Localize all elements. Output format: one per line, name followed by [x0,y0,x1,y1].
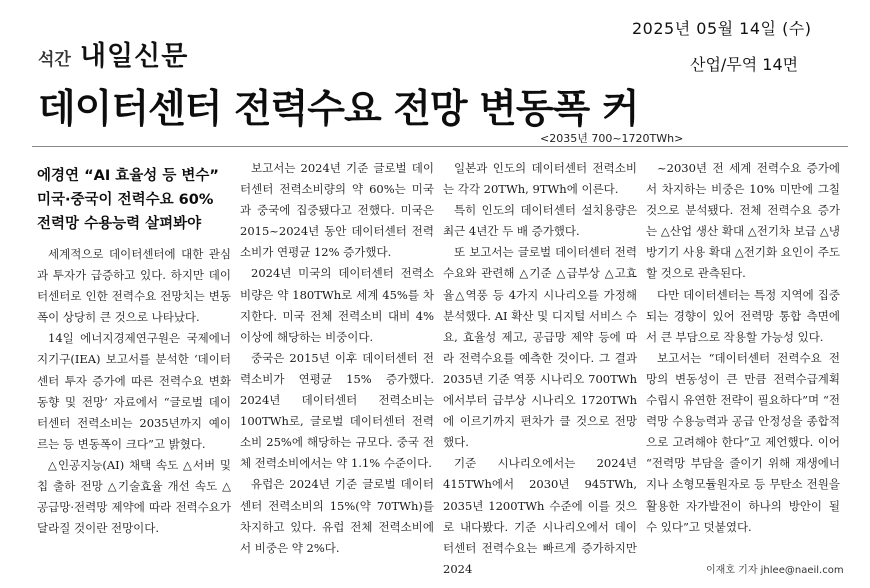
subheads [37,164,231,236]
byline: 이재호 기자 jhlee@naeil.com [706,565,844,576]
paragraph: 2024년 미국의 데이터센터 전력소비량은 약 180TWh로 세계 45%를 차지한다. 미국 전체 전력소비 대비 4% 이상에 해당하는 비중이다. [240,266,434,344]
headline: 데이터센터 전력수요 전망 변동폭 커 [38,87,639,132]
subheadline: <2035년 700~1720TWh> [540,132,684,145]
subhead-2: 미국·중국이 전력수요 60% [37,192,214,208]
paragraph: 14일 에너지경제연구원은 국제에너지기구(IEA) 보고서를 분석한 ‘데이터센터 투자 증가에 따른 전력수요 변화 동향 및 전망’ 자료에서 “글로벌 데이터센터 전력소비는 2035년까지 예이르는 등 변동폭이 크다”고 밝혔다. [37,331,231,451]
masthead [38,34,188,73]
subhead-1: 에경연 “AI 효율성 등 변수” [37,168,219,184]
masthead-edition: 석간 [38,50,71,70]
paragraph: 또 보고서는 글로벌 데이터센터 전력수요와 관련해 △기준 △급부상 △고효율△역풍 등 4가지 시나리오를 가정해 분석했다. AI 확산 및 디지털 서비스 수요, 효율성 제고, 공급망 제약 등에 따라 전력수요를 예측한 것이다. 그 결과 2035년 기준 역풍 시나리오 700TWh에서부터 급부상 시나리오 1720TWh에 이르기까지 편차가 클 것으로 전망했다. [443,245,637,450]
paragraph: 일본과 인도의 데이터센터 전력소비는 각각 20TWh, 9TWh에 이른다. [443,161,637,197]
paragraph: 중국은 2015년 이후 데이터센터 전력소비가 연평균 15% 증가했다. 2024년 데이터센터 전력소비는 100TWh로, 글로벌 데이터센터 전력소비 25%에 해당하는 규모다. 중국 전체 전력소비에서는 약 1.1% 수준이다. [240,350,434,471]
paragraph: 기준 시나리오에서는 2024년 415TWh에서 2030년 945TWh, 2035년 1200TWh 수준에 이를 것으로 내다봤다. 기준 시나리오에서 데이터센터 전력수요는 빠르게 증가하지만 2024 [443,456,637,576]
article-column-4 [646,158,840,538]
masthead-name: 내일신문 [79,41,189,72]
subhead-3: 전력망 수용능력 살펴봐야 [37,216,202,232]
publication-date: 2025년 05월 14일 (수) [632,19,812,38]
paragraph: △인공지능(AI) 채택 속도 △서버 및 칩 출하 전망 △기술효율 개선 속도 △공급망·전력망 제약에 따라 전력수요가 달라질 것이란 전망이다. [37,457,231,536]
paragraph: 보고서는 “데이터센터 전력수요 전망의 변동성이 큰 만큼 전력수급계획 수립시 유연한 전략이 필요하다”며 “전력망 수용능력과 공급 안정성을 종합적으로 고려해야 한다”고 제언했다. 이어 “전력망 부담을 줄이기 위해 재생에너지나 소형모듈원자로 등 무탄소 전원을 활용한 자가발전이 하나의 방안이 될 수 있다”고 덧붙였다. [646,350,840,534]
paragraph: 세계적으로 데이터센터에 대한 관심과 투자가 급증하고 있다. 하지만 데이터센터로 인한 전력수요 전망치는 변동폭이 상당히 큰 것으로 나타났다. [37,247,231,325]
article-column-1 [37,158,231,539]
paragraph: 유럽은 2024년 기준 글로벌 데이터센터 전력소비의 15%(약 70TWh)를 차지하고 있다. 유럽 전체 전력소비에서 비중은 약 2%다. [240,477,434,555]
paragraph: 다만 데이터센터는 특정 지역에 집중되는 경향이 있어 전력망 통합 측면에서 큰 부담으로 작용할 가능성 있다. [646,287,840,344]
paragraph: 보고서는 2024년 기준 글로벌 데이터센터 전력소비량의 약 60%는 미국과 중국에 집중됐다고 전했다. 미국은 2015~2024년 동안 데이터센터 전력소비가 연평균 12% 증가했다. [240,161,434,260]
divider [32,146,848,147]
article-column-2 [240,158,434,559]
article-column-3 [443,158,637,580]
paragraph: 특히 인도의 데이터센터 설치용량은 최근 4년간 두 배 증가했다. [443,203,637,239]
paragraph: ~2030년 전 세계 전력수요 증가에서 차지하는 비중은 10% 미만에 그칠 것으로 분석됐다. 전체 전력수요 증가는 △산업 생산 확대 △전기차 보급 △냉방기기 사용 확대 △전기화 요인이 주도할 것으로 관측된다. [646,161,840,281]
section-page: 산업/무역 14면 [690,55,799,74]
